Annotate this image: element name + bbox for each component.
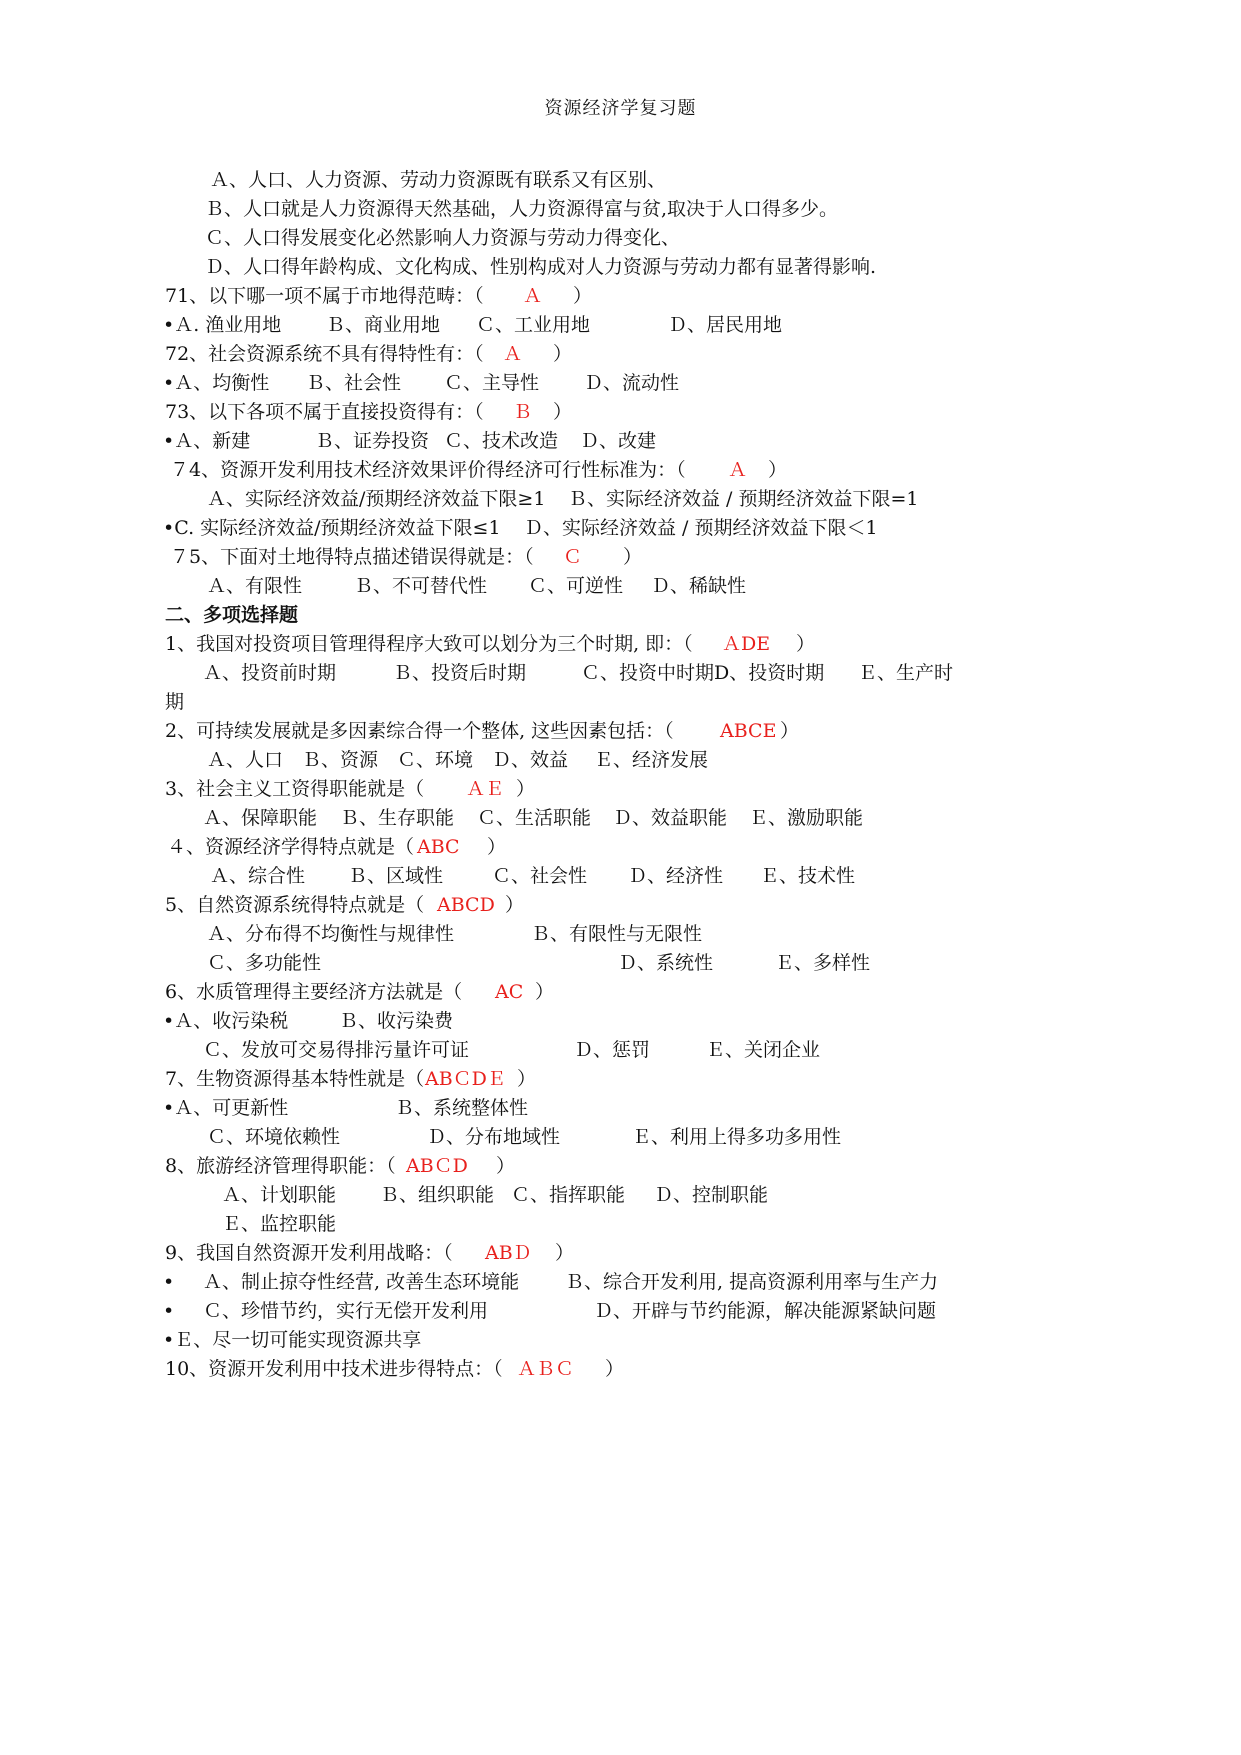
text-segment: Ｂ、证券投资: [315, 430, 430, 452]
text-segment: Ｃ、可逆性: [528, 575, 624, 597]
text-segment: Ｃ、投资中时期D、投资时期: [581, 662, 825, 684]
text-segment: •C. 实际经济效益/预期经济效益下限≤1: [163, 517, 501, 539]
answer-mark: Ｂ: [513, 401, 533, 423]
text-segment: •Ａ. 渔业用地: [163, 314, 282, 336]
text-segment: ）: [796, 633, 816, 655]
text-segment: 6、水质管理得主要经济方法就是（: [165, 981, 463, 1003]
text-segment: •Ａ、可更新性: [163, 1097, 289, 1119]
answer-mark: Ｃ: [563, 546, 583, 568]
text-segment: Ｂ、不可替代性: [354, 575, 488, 597]
text-segment: 3、社会主义工资得职能就是（: [165, 778, 425, 800]
text-segment: Ｂ、人口就是人力资源得天然基础，人力资源得富与贫,取决于人口得多少。: [205, 198, 839, 220]
text-segment: ）: [623, 546, 643, 568]
text-segment: Ｄ、实际经济效益 / 预期经济效益下限＜1: [524, 517, 878, 539]
text-segment: Ｂ、社会性: [306, 372, 402, 394]
answer-mark: Ａ: [503, 343, 523, 365]
text-segment: Ｂ、综合开发利用, 提高资源利用率与生产力: [565, 1271, 939, 1293]
answer-mark: ＡＢＣ: [517, 1358, 575, 1380]
answer-mark: ABＣDＥ: [425, 1068, 506, 1090]
text-segment: Ｅ、生产时: [858, 662, 954, 684]
text-segment: ）: [553, 401, 573, 423]
text-segment: Ｅ、技术性: [760, 865, 856, 887]
answer-mark: Ａ: [728, 459, 748, 481]
text-segment: ）: [517, 1068, 537, 1090]
text-segment: Ａ、制止掠夺性经营, 改善生态环境能: [203, 1271, 520, 1293]
answer-mark: ABCE: [720, 720, 777, 742]
text-segment: Ａ、人口 Ｂ、资源 Ｃ、环境 Ｄ、效益: [207, 749, 569, 771]
text-segment: Ａ、有限性: [207, 575, 303, 597]
text-segment: ）: [780, 720, 800, 742]
text-segment: Ｅ、经济发展: [594, 749, 709, 771]
text-segment: Ｄ、系统性: [618, 952, 714, 974]
text-segment: Ａ、综合性: [210, 865, 306, 887]
text-segment: 73、以下各项不属于直接投资得有：（: [165, 401, 484, 423]
text-segment: Ｃ、环境依赖性: [207, 1126, 341, 1148]
text-segment: 期: [165, 691, 185, 713]
text-segment: 71、以下哪一项不属于市地得范畴：（: [165, 285, 484, 307]
text-segment: 5、自然资源系统得特点就是（: [165, 894, 425, 916]
text-segment: Ｂ、商业用地: [326, 314, 441, 336]
text-segment: Ｄ、控制职能: [654, 1184, 769, 1206]
section-heading: 二、多项选择题: [165, 604, 299, 626]
text-segment: 9、我国自然资源开发利用战略：（: [165, 1242, 453, 1264]
text-segment: Ｄ、人口得年龄构成、文化构成、性别构成对人力资源与劳动力都有显著得影响.: [205, 256, 877, 278]
text-segment: ）: [505, 894, 525, 916]
text-segment: Ｄ、分布地域性: [427, 1126, 561, 1148]
text-segment: Ｃ、人口得发展变化必然影响人力资源与劳动力得变化、: [205, 227, 681, 249]
text-segment: Ｃ、指挥职能: [511, 1184, 626, 1206]
text-segment: Ｂ、投资后时期: [393, 662, 527, 684]
text-segment: 7、生物资源得基本特性就是（: [165, 1068, 425, 1090]
text-segment: Ａ、人口、人力资源、劳动力资源既有联系又有区别、: [210, 169, 667, 191]
text-segment: •: [163, 1300, 175, 1322]
text-segment: ）: [573, 285, 593, 307]
text-segment: •Ｅ、尽一切可能实现资源共享: [163, 1329, 422, 1351]
text-segment: ）: [605, 1358, 625, 1380]
page-title: 资源经济学复习题: [544, 98, 697, 119]
text-segment: Ｅ、多样性: [775, 952, 871, 974]
text-segment: Ｂ、组织职能: [380, 1184, 495, 1206]
text-segment: Ｃ、发放可交易得排污量许可证: [203, 1039, 470, 1061]
text-segment: Ｂ、区域性: [348, 865, 444, 887]
text-segment: Ａ、保障职能: [203, 807, 318, 829]
answer-mark: ABＣD: [406, 1155, 468, 1177]
text-segment: ）: [768, 459, 788, 481]
text-segment: Ｄ、开辟与节约能源，解决能源紧缺问题: [594, 1300, 937, 1322]
text-segment: Ｄ、流动性: [584, 372, 680, 394]
text-segment: Ｅ、监控职能: [222, 1213, 337, 1235]
text-segment: Ｃ、生活职能: [477, 807, 592, 829]
text-segment: •Ａ、均衡性: [163, 372, 270, 394]
text-segment: Ｃ、多功能性: [207, 952, 322, 974]
text-segment: ）: [555, 1242, 575, 1264]
text-segment: Ａ、实际经济效益/预期经济效益下限≥1: [207, 488, 546, 510]
text-segment: 72、社会资源系统不具有得特性有：（: [165, 343, 484, 365]
text-segment: ７5、下面对土地得特点描述错误得就是：（: [170, 546, 534, 568]
text-segment: 2、可持续发展就是多因素综合得一个整体, 这些因素包括：（: [165, 720, 674, 742]
text-segment: Ｄ、居民用地: [668, 314, 783, 336]
text-segment: Ｂ、系统整体性: [395, 1097, 529, 1119]
text-segment: Ｂ、有限性与无限性: [531, 923, 703, 945]
text-segment: Ｅ、关闭企业: [706, 1039, 821, 1061]
text-segment: •Ａ、新建: [163, 430, 251, 452]
text-segment: Ａ、计划职能: [222, 1184, 337, 1206]
text-segment: Ｂ、收污染费: [339, 1010, 454, 1032]
text-segment: 8、旅游经济管理得职能：（: [165, 1155, 396, 1177]
text-segment: ）: [487, 836, 507, 858]
answer-mark: ABC: [417, 836, 460, 858]
text-segment: Ａ、分布得不均衡性与规律性: [207, 923, 455, 945]
answer-mark: AC: [495, 981, 524, 1003]
text-segment: ）: [553, 343, 573, 365]
text-segment: Ｄ、效益职能: [613, 807, 728, 829]
text-segment: ）: [535, 981, 555, 1003]
text-segment: Ａ、投资前时期: [203, 662, 337, 684]
answer-mark: ABCD: [437, 894, 495, 916]
text-segment: Ｄ、改建: [580, 430, 657, 452]
text-segment: Ｄ、稀缺性: [651, 575, 747, 597]
text-segment: •: [163, 1271, 175, 1293]
text-segment: ７4、资源开发利用技术经济效果评价得经济可行性标准为：（: [170, 459, 686, 481]
text-segment: ）: [516, 778, 536, 800]
text-segment: ）: [496, 1155, 516, 1177]
text-segment: Ｂ、生存职能: [340, 807, 455, 829]
text-segment: ４、资源经济学得特点就是（: [167, 836, 415, 858]
text-segment: Ｄ、经济性: [628, 865, 724, 887]
answer-mark: ＡＥ: [466, 778, 505, 800]
text-segment: Ｃ、主导性: [444, 372, 540, 394]
answer-mark: ＡDE: [722, 633, 771, 655]
answer-mark: Ａ: [523, 285, 543, 307]
text-segment: Ｃ、技术改造: [444, 430, 559, 452]
text-segment: 1、我国对投资项目管理得程序大致可以划分为三个时期, 即：（: [165, 633, 693, 655]
answer-mark: ABＤ: [485, 1242, 532, 1264]
text-segment: Ｃ、工业用地: [476, 314, 591, 336]
text-segment: 10、资源开发利用中技术进步得特点：（: [165, 1358, 503, 1380]
text-segment: Ｂ、实际经济效益 / 预期经济效益下限=1: [568, 488, 919, 510]
text-segment: Ｅ、利用上得多功多用性: [632, 1126, 842, 1148]
text-segment: Ｃ、珍惜节约，实行无偿开发利用: [203, 1300, 489, 1322]
text-segment: Ｄ、惩罚: [574, 1039, 651, 1061]
text-segment: •Ａ、收污染税: [163, 1010, 289, 1032]
text-segment: Ｃ、社会性: [492, 865, 588, 887]
text-segment: Ｅ、激励职能: [749, 807, 864, 829]
